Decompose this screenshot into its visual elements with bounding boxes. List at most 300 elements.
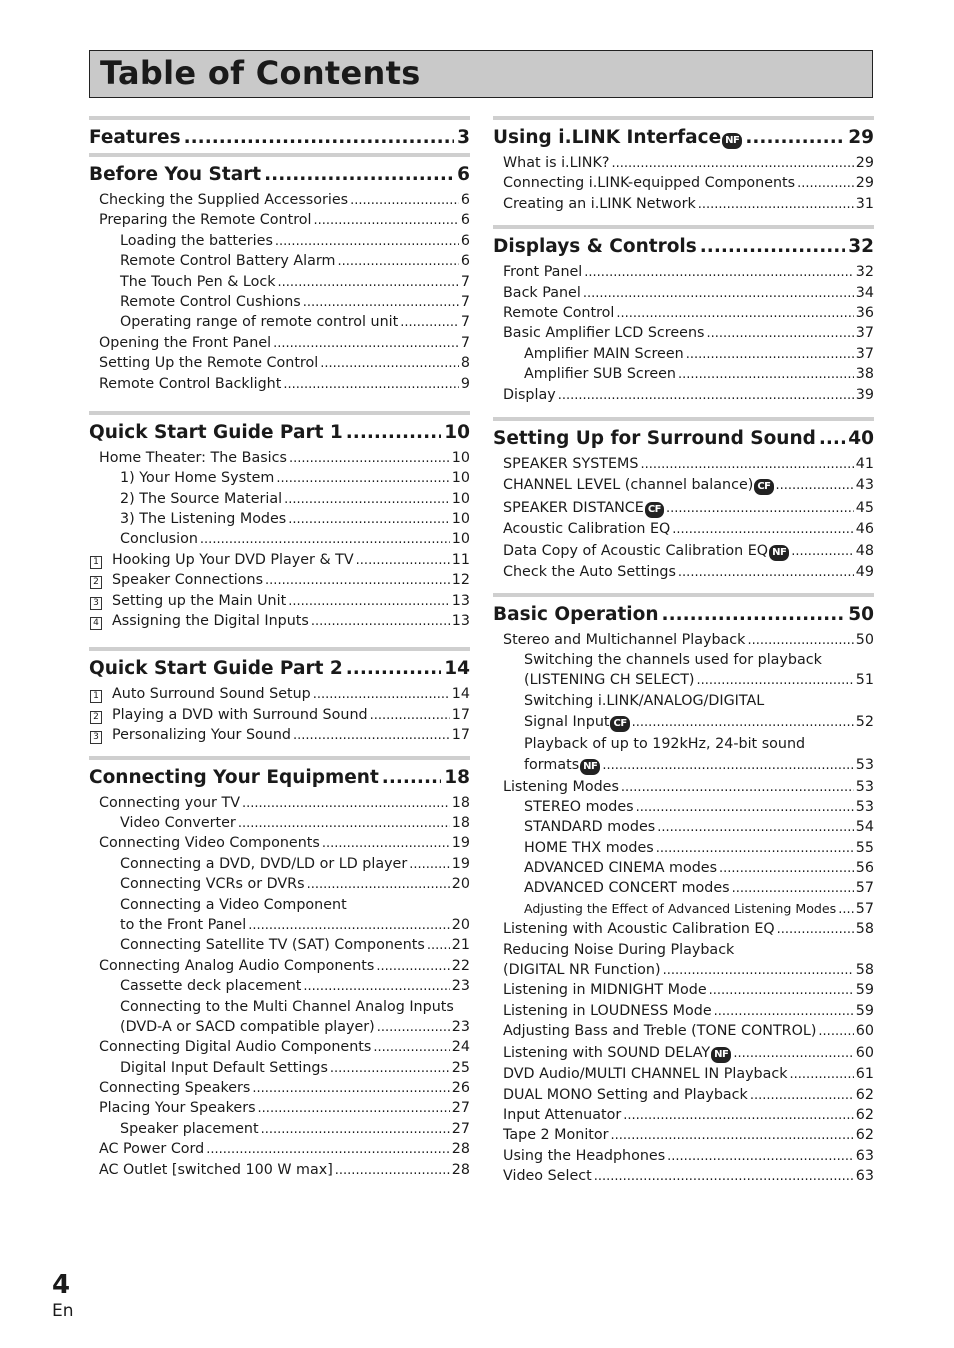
dot-leader [838, 900, 854, 920]
dot-leader [636, 798, 854, 818]
toc-entry[interactable] [89, 292, 470, 312]
dot-leader [382, 767, 441, 788]
entry-title: Reducing Noise During Playback [503, 941, 735, 958]
toc-entry[interactable] [493, 630, 874, 650]
entry-title: Adjusting the Effect of Advanced Listening Modes [524, 900, 837, 916]
entry-title: Checking the Supplied Accessories [99, 192, 349, 208]
toc-section [89, 647, 470, 755]
dot-leader [697, 671, 854, 691]
toc-entry[interactable] [493, 344, 874, 364]
entry-page-number: 7 [460, 293, 470, 310]
toc-entry[interactable] [89, 489, 470, 509]
title-bar [89, 50, 873, 98]
entry-list [493, 454, 874, 583]
section-page-number: 18 [444, 766, 470, 788]
toc-section [89, 411, 470, 648]
entry-page-number: 8 [460, 355, 470, 372]
section-heading[interactable] [89, 157, 470, 190]
entry-page-number: 53 [855, 757, 874, 774]
section-title: Basic Operation [493, 603, 659, 625]
toc-entry[interactable] [89, 813, 470, 833]
entry-title: Remote Control Backlight [99, 375, 282, 392]
toc-entry[interactable] [493, 960, 874, 980]
dot-leader [719, 859, 854, 879]
toc-entry[interactable] [89, 684, 470, 704]
toc-entry[interactable] [493, 1064, 874, 1084]
entry-page-number: 13 [451, 592, 470, 609]
entry-page-number: 18 [451, 794, 470, 811]
dot-leader [427, 936, 450, 956]
toc-entry[interactable] [89, 874, 470, 894]
dot-leader [657, 818, 854, 838]
step-number-box: 1 [90, 556, 102, 569]
toc-entry[interactable] [89, 374, 470, 394]
entry-page-number: 6 [460, 192, 470, 208]
dot-leader [322, 834, 450, 854]
toc-entry[interactable] [493, 1021, 874, 1041]
entry-title: Digital Input Default Settings [120, 1059, 328, 1076]
toc-entry[interactable] [89, 529, 470, 549]
dot-leader [611, 154, 853, 174]
entry-title: 1) Your Home System [120, 470, 275, 487]
entry-page-number: 11 [451, 551, 470, 568]
toc-entry[interactable] [493, 364, 874, 384]
entry-title: Remote Control [503, 304, 615, 321]
section-title: Displays & Controls [493, 236, 697, 258]
entry-title: Acoustic Calibration EQ [503, 521, 671, 538]
entry-title: Setting Up the Remote Control [99, 355, 319, 372]
entry-title: (DVD-A or SACD compatible player) [120, 1018, 375, 1035]
entry-title: Front Panel [503, 264, 583, 281]
toc-entry[interactable] [89, 1037, 470, 1057]
section-title: Using i.LINK Interface [493, 127, 722, 148]
dot-leader [686, 345, 854, 365]
dot-leader [276, 469, 449, 489]
toc-entry[interactable] [493, 919, 874, 939]
dot-leader [777, 920, 854, 940]
toc-entry[interactable] [493, 303, 874, 323]
entry-title: Switching the channels used for playback [524, 651, 822, 668]
entry-list [493, 630, 874, 1187]
entry-page-number: 52 [855, 714, 874, 731]
entry-page-number: 37 [855, 325, 874, 342]
entry-title: Setting up the Main Unit [112, 592, 287, 609]
toc-entry[interactable] [89, 312, 470, 332]
entry-title: ADVANCED CINEMA modes [524, 860, 718, 877]
toc-section [493, 225, 874, 417]
entry-title: Listening in LOUDNESS Mode [503, 1002, 712, 1019]
entry-page-number: 58 [855, 921, 874, 938]
dot-leader [335, 1161, 450, 1181]
entry-title: Listening with Acoustic Calibration EQ [503, 921, 775, 938]
entry-title: HOME THX modes [524, 839, 654, 856]
section-heading[interactable] [493, 229, 874, 262]
entry-title: STEREO modes [524, 798, 634, 815]
entry-page-number: 62 [855, 1127, 874, 1144]
entry-page-number: 17 [451, 706, 470, 723]
section-title: Quick Start Guide Part 2 [89, 658, 343, 680]
entry-page-number: 7 [460, 273, 470, 290]
toc-entry[interactable] [493, 562, 874, 582]
toc-section [89, 756, 470, 1180]
dot-leader [678, 365, 854, 385]
toc-entry [89, 895, 470, 915]
toc-entry[interactable] [493, 474, 874, 497]
section-heading[interactable] [493, 421, 874, 454]
toc-entry[interactable] [89, 976, 470, 996]
entry-title: 3) The Listening Modes [120, 511, 287, 528]
toc-entry[interactable] [493, 1105, 874, 1125]
entry-title: AC Power Cord [99, 1141, 205, 1158]
cf-badge-icon: CF [610, 716, 629, 732]
entry-list [89, 448, 470, 632]
entry-page-number: 25 [451, 1059, 470, 1076]
toc-entry[interactable] [89, 705, 470, 725]
entry-title: Input Attenuator [503, 1106, 622, 1123]
dot-leader [314, 211, 459, 231]
toc-entry[interactable] [89, 210, 470, 230]
entry-page-number: 53 [855, 778, 874, 795]
entry-page-number: 21 [451, 937, 470, 954]
dot-leader [662, 604, 846, 625]
dot-leader [611, 1126, 854, 1146]
toc-entry[interactable] [493, 153, 874, 173]
entry-title: Connecting a DVD, DVD/LD or LD player [120, 855, 408, 872]
dot-leader [733, 1043, 853, 1066]
dot-leader [750, 1086, 854, 1106]
toc-entry[interactable] [89, 833, 470, 853]
entry-page-number: 48 [855, 542, 874, 559]
entry-page-number: 50 [855, 631, 874, 648]
toc-entry[interactable] [89, 793, 470, 813]
entry-title: Connecting to the Multi Channel Analog Inputs [120, 998, 454, 1015]
toc-entry[interactable] [89, 591, 470, 611]
entry-page-number: 56 [855, 860, 874, 877]
toc-entry[interactable] [493, 899, 874, 919]
entry-page-number: 9 [460, 375, 470, 392]
step-number-box: 2 [90, 576, 102, 589]
entry-title: Tape 2 Monitor [503, 1127, 609, 1144]
step-number-box: 3 [90, 597, 102, 610]
dot-leader [184, 127, 455, 148]
dot-leader [370, 706, 450, 726]
dot-leader [594, 1167, 854, 1187]
section-page-number: 14 [444, 658, 470, 680]
toc-entry[interactable] [89, 1078, 470, 1098]
entry-title: Creating an i.LINK Network [503, 195, 696, 212]
dot-leader [320, 354, 459, 374]
entry-page-number: 7 [460, 334, 470, 351]
dot-leader [790, 1065, 854, 1085]
entry-title: Personalizing Your Sound [112, 727, 291, 744]
entry-title: Connecting VCRs or DVRs [120, 876, 305, 893]
entry-title: Data Copy of Acoustic Calibration EQ [503, 542, 769, 559]
toc-entry[interactable] [89, 448, 470, 468]
dot-leader [261, 1120, 450, 1140]
dot-leader [602, 755, 853, 778]
toc-entry[interactable] [493, 1001, 874, 1021]
entry-page-number: 60 [855, 1044, 874, 1061]
dot-leader [663, 961, 854, 981]
toc-section [493, 116, 874, 225]
entry-page-number: 10 [451, 490, 470, 507]
nf-badge-icon: NF [580, 759, 600, 775]
toc-entry[interactable] [493, 797, 874, 817]
entry-title: Playback of up to 192kHz, 24-bit sound [524, 735, 806, 752]
toc-entry[interactable] [89, 333, 470, 353]
entry-page-number: 57 [855, 900, 874, 917]
toc-entry[interactable] [493, 980, 874, 1000]
entry-page-number: 19 [451, 855, 470, 872]
toc-entry[interactable] [89, 550, 470, 570]
step-number-box: 2 [90, 711, 102, 724]
entry-title: SPEAKER SYSTEMS [503, 455, 639, 472]
toc-entry[interactable] [493, 497, 874, 520]
entry-list [493, 262, 874, 405]
toc-entry[interactable] [493, 540, 874, 563]
section-heading[interactable] [89, 651, 470, 684]
toc-entry[interactable] [493, 1166, 874, 1186]
section-title: Setting Up for Surround Sound [493, 427, 816, 449]
toc-entry[interactable] [89, 611, 470, 631]
section-page-number: 6 [457, 164, 470, 185]
toc-entry[interactable] [493, 777, 874, 797]
entry-title: 2) The Source Material [120, 490, 283, 507]
entry-title: Stereo and Multichannel Playback [503, 631, 746, 648]
dot-leader [667, 1147, 854, 1167]
entry-page-number: 23 [451, 1018, 470, 1035]
entry-title: Remote Control Cushions [120, 293, 301, 310]
toc-entry[interactable] [89, 190, 470, 210]
dot-leader [791, 541, 854, 564]
toc-entry[interactable] [89, 231, 470, 251]
toc-entry[interactable] [89, 1160, 470, 1180]
toc-entry[interactable] [89, 1017, 470, 1037]
entry-page-number: 55 [855, 839, 874, 856]
dot-leader [264, 164, 454, 185]
dot-leader [373, 1038, 449, 1058]
entry-page-number: 26 [451, 1080, 470, 1097]
entry-title: Connecting a Video Component [120, 896, 347, 913]
toc-entry[interactable] [89, 1058, 470, 1078]
toc-entry [493, 940, 874, 960]
section-title: Connecting Your Equipment [89, 766, 379, 788]
entry-title: Connecting Satellite TV (SAT) Components [120, 937, 425, 954]
toc-entry[interactable] [493, 283, 874, 303]
toc-entry[interactable] [89, 854, 470, 874]
toc-entry[interactable] [493, 878, 874, 898]
entry-page-number: 29 [855, 155, 874, 171]
entry-page-number: 41 [855, 455, 874, 472]
section-heading[interactable] [89, 415, 470, 448]
entry-page-number: 34 [855, 284, 874, 301]
toc-entry[interactable] [493, 1146, 874, 1166]
entry-title: Preparing the Remote Control [99, 212, 312, 229]
entry-title: Speaker Connections [112, 572, 264, 589]
toc-entry[interactable] [89, 509, 470, 529]
entry-title: Basic Amplifier LCD Screens [503, 325, 705, 342]
toc-entry [493, 734, 874, 754]
dot-leader [248, 916, 450, 936]
toc-entry[interactable] [89, 570, 470, 590]
entry-title: Assigning the Digital Inputs [112, 613, 309, 630]
toc-right-column [493, 116, 874, 1186]
entry-title: Amplifier MAIN Screen [524, 345, 684, 362]
dot-leader [350, 191, 459, 211]
toc-entry[interactable] [493, 1085, 874, 1105]
entry-page-number: 19 [451, 835, 470, 852]
toc-entry[interactable] [493, 262, 874, 282]
toc-entry[interactable] [493, 194, 874, 214]
toc-entry[interactable] [493, 1125, 874, 1145]
section-heading[interactable] [493, 120, 874, 153]
dot-leader [797, 174, 854, 194]
entry-title: Placing Your Speakers [99, 1100, 256, 1117]
entry-page-number: 7 [460, 314, 470, 331]
dot-leader [238, 814, 450, 834]
entry-list [89, 684, 470, 745]
toc-entry[interactable] [89, 725, 470, 745]
entry-page-number: 36 [855, 304, 874, 321]
entry-title: Speaker placement [120, 1120, 259, 1137]
entry-page-number: 49 [855, 564, 874, 581]
section-heading[interactable] [89, 760, 470, 793]
section-page-number: 3 [457, 127, 470, 148]
dot-leader [666, 498, 854, 521]
entry-page-number: 23 [451, 978, 470, 995]
dot-leader [313, 685, 450, 705]
entry-page-number: 14 [451, 686, 470, 703]
toc-entry[interactable] [89, 956, 470, 976]
dot-leader [640, 455, 853, 475]
entry-title: Connecting Analog Audio Components [99, 957, 375, 974]
toc-entry[interactable] [89, 353, 470, 373]
toc-entry[interactable] [493, 1042, 874, 1065]
entry-title: Listening with SOUND DELAY [503, 1044, 711, 1061]
entry-list [89, 793, 470, 1180]
dot-leader [376, 957, 449, 977]
entry-title: Opening the Front Panel [99, 334, 272, 351]
entry-title: Listening in MIDNIGHT Mode [503, 982, 707, 999]
entry-page-number: 59 [855, 982, 874, 999]
toc-entry[interactable] [89, 935, 470, 955]
entry-page-number: 61 [855, 1066, 874, 1083]
dot-leader [289, 449, 450, 469]
section-page-number: 40 [848, 427, 874, 449]
entry-list [493, 153, 874, 214]
entry-title: Using the Headphones [503, 1147, 666, 1164]
dot-leader [706, 324, 853, 344]
entry-title: Hooking Up Your DVD Player & TV [112, 551, 354, 568]
toc-entry[interactable] [89, 1119, 470, 1139]
entry-page-number: 63 [855, 1168, 874, 1185]
dot-leader [206, 1140, 450, 1160]
entry-title: Connecting Digital Audio Components [99, 1039, 372, 1056]
toc-entry[interactable] [493, 519, 874, 539]
toc-entry[interactable] [493, 454, 874, 474]
page-language: En [52, 1301, 74, 1321]
entry-list [89, 190, 470, 394]
dot-leader [709, 981, 854, 1001]
entry-page-number: 20 [451, 916, 470, 933]
dot-leader [283, 375, 459, 395]
entry-title: Connecting Speakers [99, 1080, 251, 1097]
entry-page-number: 58 [855, 962, 874, 979]
toc-entry[interactable] [493, 323, 874, 343]
toc-entry[interactable] [89, 1139, 470, 1159]
entry-title: Video Converter [120, 814, 236, 831]
toc-entry[interactable] [89, 915, 470, 935]
toc-entry[interactable] [89, 272, 470, 292]
dot-leader [558, 386, 854, 406]
entry-page-number: 10 [451, 531, 470, 548]
entry-page-number: 10 [451, 511, 470, 528]
entry-title: Connecting i.LINK-equipped Components [503, 175, 796, 192]
toc-entry[interactable] [493, 385, 874, 405]
entry-title: DVD Audio/MULTI CHANNEL IN Playback [503, 1066, 788, 1083]
dot-leader [818, 1022, 853, 1042]
dot-leader [330, 1059, 450, 1079]
toc-entry[interactable] [493, 754, 874, 777]
section-heading[interactable] [89, 120, 470, 153]
dot-leader [242, 794, 450, 814]
dot-leader [377, 1018, 450, 1038]
cf-badge-icon: CF [754, 479, 773, 495]
entry-title: The Touch Pen & Lock [120, 273, 276, 290]
dot-leader [288, 510, 450, 530]
section-page-number: 32 [848, 236, 874, 258]
dot-leader [275, 232, 459, 252]
toc-entry[interactable] [493, 817, 874, 837]
toc-entry [493, 691, 874, 711]
entry-page-number: 54 [855, 819, 874, 836]
dot-leader [583, 284, 854, 304]
dot-leader [200, 530, 450, 550]
toc-entry[interactable] [89, 468, 470, 488]
entry-page-number: 12 [451, 572, 470, 589]
entry-title: Display [503, 386, 556, 403]
entry-page-number: 13 [451, 613, 470, 630]
toc-entry[interactable] [493, 711, 874, 734]
entry-page-number: 43 [855, 477, 874, 494]
toc-section [493, 593, 874, 1187]
entry-title: Signal Input [524, 714, 610, 731]
dot-leader [346, 422, 441, 443]
entry-title: Check the Auto Settings [503, 564, 676, 581]
entry-title: Operating range of remote control unit [120, 314, 399, 331]
section-title: Features [89, 127, 181, 148]
toc-entry[interactable] [493, 838, 874, 858]
entry-page-number: 6 [460, 212, 470, 229]
toc-entry[interactable] [493, 858, 874, 878]
dot-leader [278, 273, 459, 293]
toc-entry[interactable] [493, 173, 874, 193]
toc-section [493, 417, 874, 593]
dot-leader [672, 520, 854, 540]
dot-leader [337, 252, 458, 272]
toc-entry[interactable] [89, 251, 470, 271]
entry-title: Conclusion [120, 531, 198, 548]
dot-leader [621, 778, 854, 798]
entry-title: Amplifier SUB Screen [524, 366, 676, 383]
toc-section [89, 116, 470, 153]
entry-title: STANDARD modes [524, 819, 656, 836]
entry-page-number: 63 [855, 1147, 874, 1164]
toc-entry[interactable] [493, 670, 874, 690]
entry-page-number: 27 [451, 1100, 470, 1117]
section-heading[interactable] [493, 597, 874, 630]
toc-entry[interactable] [89, 1098, 470, 1118]
